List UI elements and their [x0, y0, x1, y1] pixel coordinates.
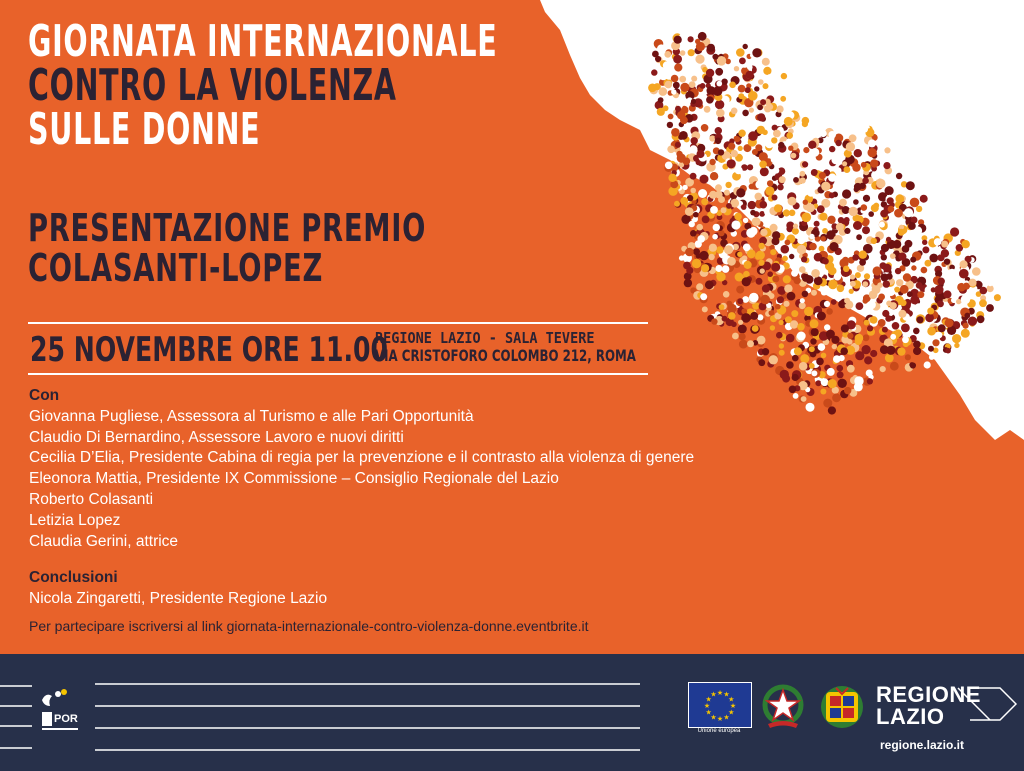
- title-line-1: GIORNATA INTERNAZIONALE: [28, 16, 498, 67]
- page-title: [28, 16, 498, 155]
- subtitle: [28, 208, 426, 289]
- speaker-item: Roberto Colasanti: [29, 490, 154, 508]
- region-name-line-2: LAZIO: [876, 704, 945, 729]
- footer: [0, 654, 1024, 771]
- footer-decorative-lines: [0, 654, 1024, 771]
- top-divider: [28, 322, 648, 324]
- fse-logo-text: POR: [54, 713, 78, 725]
- conclusions-label: Conclusioni: [29, 569, 118, 586]
- venue-line-2: VIA CRISTOFORO COLOMBO 212, ROMA: [375, 346, 636, 365]
- event-date: 25 NOVEMBRE ORE 11.00: [30, 330, 389, 370]
- svg-text:★: ★: [728, 696, 735, 704]
- speaker-item: Giovanna Pugliese, Assessora al Turismo e alle Pari Opportunità: [29, 407, 474, 425]
- region-name-line-1: REGIONE: [876, 682, 981, 707]
- speaker-item: Cecilia D’Elia, Presidente Cabina di regia per la prevenzione e il contrasto alla violenza di genere: [29, 449, 695, 467]
- regione-lazio-wordmark: [876, 684, 981, 728]
- svg-text:★: ★: [729, 703, 737, 710]
- venue-line-1: REGIONE LAZIO - SALA TEVERE: [375, 329, 595, 347]
- conclusions-speaker: Nicola Zingaretti, Presidente Regione Lazio: [29, 589, 328, 607]
- subtitle-line-1: PRESENTAZIONE PREMIO: [28, 206, 427, 250]
- conclusions: [29, 568, 327, 610]
- svg-text:★: ★: [710, 691, 717, 699]
- title-line-3: SULLE DONNE: [28, 104, 261, 155]
- fse-por-logo-icon: [36, 686, 86, 736]
- subtitle-line-2: COLASANTI-LOPEZ: [28, 246, 324, 291]
- bottom-divider: [28, 373, 648, 375]
- title-line-2: CONTRO LA VIOLENZA: [28, 60, 397, 111]
- svg-text:★: ★: [716, 716, 724, 723]
- svg-text:★: ★: [710, 714, 717, 722]
- italian-republic-emblem-icon: [762, 684, 804, 730]
- region-url[interactable]: regione.lazio.it: [880, 738, 965, 752]
- registration-link[interactable]: Per partecipare iscriversi al link giornata-internazionale-contro-violenza-donne.eventbrite.it: [29, 618, 589, 634]
- svg-text:★: ★: [723, 714, 730, 722]
- speakers-list: [29, 386, 694, 552]
- speakers-label: Con: [29, 387, 60, 404]
- speaker-item: Claudio Di Bernardino, Assessore Lavoro e nuovi diritti: [29, 428, 404, 446]
- event-venue: [375, 330, 693, 364]
- eu-flag-icon: [688, 682, 752, 728]
- speaker-item: Claudia Gerini, attrice: [29, 532, 179, 550]
- regione-lazio-crest-icon: [818, 684, 866, 730]
- svg-text:★: ★: [716, 690, 724, 697]
- svg-text:★: ★: [705, 696, 712, 704]
- svg-text:★: ★: [705, 709, 712, 717]
- svg-text:★: ★: [728, 709, 735, 717]
- eu-caption: Unione europea: [697, 728, 741, 734]
- speaker-item: Eleonora Mattia, Presidente IX Commissione – Consiglio Regionale del Lazio: [29, 470, 559, 488]
- speaker-item: Letizia Lopez: [29, 511, 121, 529]
- svg-text:★: ★: [703, 703, 711, 710]
- svg-text:★: ★: [723, 691, 730, 699]
